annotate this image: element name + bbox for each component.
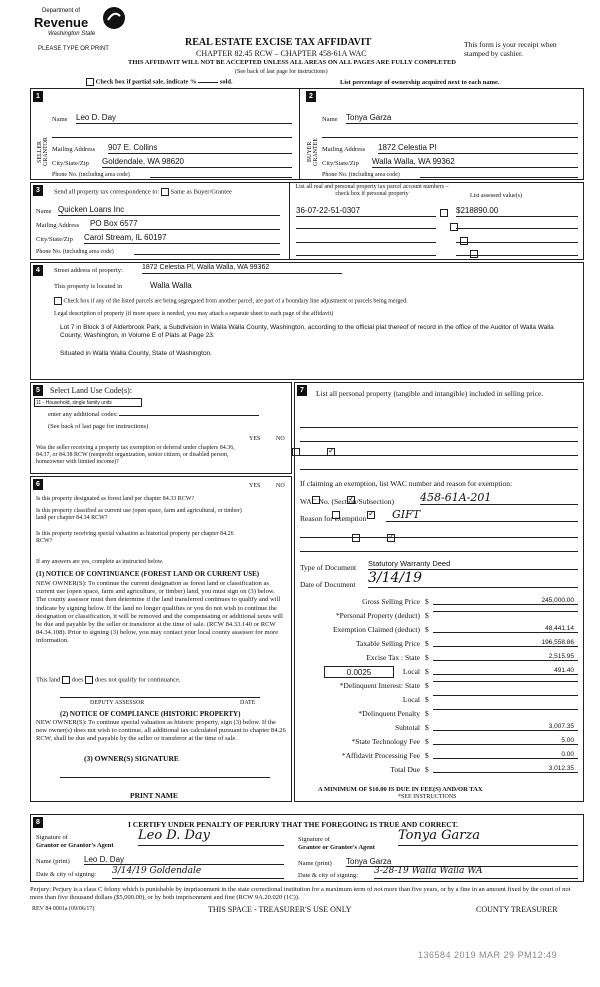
logo-state: Washington State	[48, 31, 96, 37]
seller-name-field[interactable]: Leo D. Day	[76, 113, 292, 124]
notice2-text: NEW OWNER(S): To continue special valuation as historic property, sign (3) below. If the new owner(s) does not wish to continue, all additional tax calculated pursuant to chapter 84.26 RCW, shall be due and payable by the seller or transferor at the time of sale.	[36, 719, 286, 742]
deputy-signature-line[interactable]	[60, 690, 260, 698]
amount-exemption: Exemption Claimed (deduct) $ 48,441.14	[295, 625, 580, 636]
assessed-field-4[interactable]	[456, 248, 578, 256]
see-instructions: *SEE INSTRUCTIONS	[398, 794, 457, 800]
personal-property-field-4[interactable]	[300, 462, 578, 470]
print-name-label: PRINT NAME	[130, 791, 178, 800]
grantor-sig-label: Signature of Grantor or Grantor's Agent	[36, 834, 114, 849]
total-due[interactable]: 3,012.35	[433, 765, 578, 773]
receipt-note: This form is your receipt when stamped by cashier.	[464, 40, 557, 58]
amount-state-tax: Excise Tax : State $ 2,515.95	[295, 653, 580, 664]
section-4	[30, 262, 584, 380]
additional-codes: enter any additional codes:	[48, 411, 259, 418]
seller-mailing-label: Mailing Address	[52, 146, 96, 153]
grantee-name-label: Name (print)	[298, 860, 332, 867]
wac-field[interactable]: 458-61A-201	[420, 491, 578, 505]
delinquent-interest-state[interactable]	[433, 681, 578, 682]
grantee-date-field[interactable]: 3-28-19 Walla Walla WA	[374, 866, 578, 879]
wac-label: WAC No. (Section/Subsection)	[300, 497, 394, 506]
parcel-header: List all real and personal property tax parcel account numbers – check box if personal property	[295, 184, 449, 197]
seller-phone-field[interactable]	[150, 170, 292, 178]
legal-label: Legal description of property (if more space is needed, you may attach a separate sheet to each page of the affidavit)	[54, 311, 334, 317]
amount-total-due: Total Due $ 3,012.35	[295, 765, 580, 776]
partial-sale: Check box if partial sale, indicate % sold.	[86, 78, 233, 86]
form-warning: THIS AFFIDAVIT WILL NOT BE ACCEPTED UNLESS ALL AREAS ON ALL PAGES ARE FULLY COMPLETED	[128, 59, 456, 66]
section6-yes: YES	[249, 483, 261, 489]
corr-phone-field[interactable]	[134, 247, 280, 255]
amount-processing-fee: *Affidavit Processing Fee $ 0.00	[295, 751, 580, 762]
revision-number: REV 84 0001a (09/06/17)	[32, 906, 95, 912]
ownership-note: List percentage of ownership acquired next to each name.	[340, 79, 500, 86]
form-title: REAL ESTATE EXCISE TAX AFFIDAVIT	[185, 37, 372, 48]
grantor-date-field[interactable]: 3/14/19 Goldendale	[112, 866, 284, 879]
amount-delinquent-interest-local: Local $	[295, 695, 580, 706]
section-3-number: 3	[33, 185, 43, 196]
perjury-statement: Perjury: Perjury is a class C felony which is punishable by imprisonment in the state correctional institution for a maximum term of not more than five years, or by a fine in an amount fixed by the court of not more than five thousand dollars ($5,000.00), or by both imprisonment and fine (RCW 9A.20.020 (1C)).	[30, 886, 571, 901]
section5-see-back: (See back of last page for instructions)	[48, 423, 149, 430]
owner-signature-line[interactable]	[60, 770, 270, 778]
doc-date-label: Date of Document	[300, 580, 356, 589]
logo	[30, 4, 130, 46]
assessed-field-2[interactable]	[456, 221, 578, 229]
land-use-select[interactable]: 11 - Household, single family units	[34, 398, 142, 407]
grantee-date-label: Date & city of signing:	[298, 872, 358, 879]
deputy-date-label: DATE	[240, 700, 256, 706]
section-7-number: 7	[297, 385, 307, 396]
grantee-sig-label: Signature of Grantee or Grantee's Agent	[298, 836, 375, 851]
corr-mailing-field[interactable]: PO Box 6577	[90, 219, 280, 230]
section-8-number: 8	[33, 817, 43, 828]
current-use-question: Is this property classified as current use (open space, farm and agricultural, or timber) land per chapter 84.34 RCW?	[36, 508, 242, 521]
additional-codes-field[interactable]	[119, 415, 259, 416]
personal-property-field-1[interactable]	[300, 420, 578, 428]
section-1-number: 1	[33, 91, 43, 102]
corr-city-label: City/State/Zip	[36, 236, 73, 243]
delinquent-interest-local[interactable]	[433, 695, 578, 696]
exemption-intro: If claiming an exemption, list WAC number and reason for exemption:	[300, 479, 513, 488]
logo-dept: Department of	[42, 8, 81, 14]
section5-yes: YES	[249, 436, 261, 442]
amount-gross: Gross Selling Price $ 245,000.00	[295, 597, 580, 608]
notice1-title: (1) NOTICE OF CONTINUANCE (FOREST LAND OR CURRENT USE)	[36, 570, 260, 578]
segregated-row: Check box if any of the listed parcels are being segregated from another parcel, are part of a boundary line adjustment or parcels being merged.	[54, 297, 408, 305]
seller-vlabel: SELLER GRANTOR	[37, 137, 49, 167]
excise-tax-state[interactable]: 2,515.95	[433, 653, 578, 661]
buyer-mailing-label: Mailing Address	[322, 146, 366, 153]
buyer-phone-label: Phone No. (including area code)	[322, 172, 400, 178]
section-2-number: 2	[306, 91, 316, 102]
amount-taxable: Taxable Selling Price $ 196,558.86	[295, 639, 580, 650]
logo-mark-icon	[102, 6, 126, 30]
assessed-header: List assessed value(s)	[470, 193, 522, 199]
located-label: This property is located in	[54, 283, 123, 290]
same-as-buyer-checkbox[interactable]	[161, 188, 169, 196]
grantor-name-field[interactable]: Leo D. Day	[84, 855, 284, 865]
parcel-field-4[interactable]	[296, 248, 436, 256]
reason-field-2[interactable]	[300, 530, 578, 538]
corr-name-label: Name	[36, 208, 52, 215]
doc-type-field[interactable]: Statutory Warranty Deed	[368, 559, 578, 570]
buyer-phone-field[interactable]	[420, 170, 578, 178]
seller-city-field[interactable]: Goldendale, WA 98620	[102, 157, 292, 168]
personal-property-field-3[interactable]	[300, 448, 578, 456]
logo-revenue: Revenue	[34, 15, 89, 30]
seller-mailing-field[interactable]: 907 E. Collins	[108, 143, 292, 154]
street-label: Street address of property:	[54, 267, 123, 274]
legal-description-1: Lot 7 in Block 3 of Alderbrook Park, a Subdivision in Walla Walla County, Washington, according to the official plat thereof of record in the office of the Auditor of Walla Walla County, Washington, in Volume E of Plats at Page 23.	[60, 324, 554, 339]
buyer-city-label: City/State/Zip	[322, 160, 359, 167]
excise-tax-local[interactable]: 491.40	[433, 667, 578, 675]
grantor-date-label: Date & city of signing:	[36, 871, 96, 878]
street-field[interactable]: 1872 Celestia Pl, Walla Walla, WA 99362	[142, 264, 342, 274]
section-4-number: 4	[33, 265, 43, 276]
section5-no: NO	[276, 436, 285, 442]
amount-tech-fee: *State Technology Fee $ 5.00	[295, 737, 580, 748]
buyer-city-field[interactable]: Walla Walla, WA 99362	[372, 157, 578, 168]
corr-name-field[interactable]: Quicken Loans Inc	[58, 205, 280, 216]
corr-phone-label: Phone No. (including area code)	[36, 249, 114, 255]
county-treasurer: COUNTY TREASURER	[476, 905, 558, 914]
amount-local-tax: Local $ 491.40	[295, 667, 580, 678]
land-use-title: Select Land Use Code(s):	[50, 386, 132, 395]
grantee-name-field[interactable]: Tonya Garza	[346, 857, 578, 867]
buyer-name-label: Name	[322, 116, 338, 123]
segregated-checkbox[interactable]	[54, 297, 62, 305]
legal-description-2: Situated in Walla Walla County, State of Washington.	[60, 350, 212, 357]
exemption-claimed[interactable]: 48,441.14	[433, 625, 578, 633]
taxable-selling-price[interactable]: 196,558.86	[433, 639, 578, 647]
buyer-mailing-field[interactable]: 1872 Celestia Pl	[378, 143, 578, 154]
amount-personal: *Personal Property (deduct) $	[295, 611, 580, 622]
see-back-note: (See back of last page for instructions)	[235, 69, 328, 75]
gross-selling-price[interactable]: 245,000.00	[433, 597, 578, 605]
grantor-signature-field[interactable]: Leo D. Day	[138, 828, 284, 846]
answer-instructions: If any answers are yes, complete as instructed below.	[36, 559, 164, 565]
recording-stamp: 136584 2019 MAR 29 PM12:49	[418, 950, 558, 960]
section6-no: NO	[276, 483, 285, 489]
send-correspondence: Send all property tax correspondence to: Same as Buyer/Grantee	[54, 188, 232, 196]
certify-statement: I CERTIFY UNDER PENALTY OF PERJURY THAT THE FOREGOING IS TRUE AND CORRECT.	[128, 820, 459, 829]
personal-property-checkbox-1[interactable]	[440, 209, 448, 217]
personal-property-deduct[interactable]	[433, 611, 578, 612]
corr-city-field[interactable]: Carol Stream, IL 60197	[84, 233, 280, 244]
parcel-field-2[interactable]	[296, 221, 436, 229]
reason-label: Reason for exemption	[300, 514, 367, 523]
reason-field[interactable]: GIFT	[386, 508, 578, 522]
seller-name-label: Name	[52, 116, 68, 123]
forest-question: Is this property designated as forest land per chapter 84.33 RCW?	[36, 496, 195, 502]
deputy-assessor-label: DEPUTY ASSESSOR	[90, 700, 145, 706]
doc-type-label: Type of Document	[300, 563, 357, 572]
continuance-row: This land does does not qualify for continuance.	[36, 676, 181, 684]
historic-question: Is this property receiving special valuation as historical property per chapter 84.26 RCW?	[36, 531, 234, 544]
local-rate-box[interactable]: 0.0025	[324, 666, 394, 678]
partial-sale-checkbox[interactable]	[86, 78, 94, 86]
seller-phone-label: Phone No. (including area code)	[52, 172, 130, 178]
state-technology-fee[interactable]: 5.00	[433, 737, 578, 745]
buyer-vlabel: BUYER GRANTEE	[307, 138, 319, 166]
amount-delinquent-interest-state: *Delinquent Interest: State $	[295, 681, 580, 692]
notice2-title: (2) NOTICE OF COMPLIANCE (HISTORIC PROPERTY)	[60, 710, 241, 718]
reason-field-3[interactable]	[300, 544, 578, 552]
grantor-name-label: Name (print)	[36, 858, 70, 865]
amount-subtotal: Subtotal $ 3,007.35	[295, 723, 580, 734]
amount-delinquent-penalty: *Delinquent Penalty $	[295, 709, 580, 720]
please-type: PLEASE TYPE OR PRINT	[38, 46, 109, 52]
grantee-signature-field[interactable]: Tonya Garza	[398, 828, 578, 846]
assessed-field-3[interactable]	[456, 235, 578, 243]
personal-property-title: List all personal property (tangible and intangible) included in selling price.	[316, 389, 544, 398]
personal-property-field-2[interactable]	[300, 434, 578, 442]
subtotal[interactable]: 3,007.35	[433, 723, 578, 731]
section-6-number: 6	[33, 479, 43, 490]
does-not-checkbox[interactable]	[85, 676, 93, 684]
form-subtitle: CHAPTER 82.45 RCW – CHAPTER 458-61A WAC	[196, 49, 367, 58]
parcel-field-3[interactable]	[296, 235, 436, 243]
exemption-question: Was the seller receiving a property tax exemption or deferral under chapters 84.36, 84.37, or 84.38 RCW (nonprofit organization, senior citizen, or disabled person, homeowner with limited income)?	[36, 445, 235, 465]
corr-mailing-label: Mailing Address	[36, 222, 80, 229]
minimum-note: A MINIMUM OF $10.00 IS DUE IN FEE(S) AND/OR TAX	[318, 786, 483, 793]
buyer-name-field[interactable]: Tonya Garza	[346, 113, 578, 124]
delinquent-penalty[interactable]	[433, 709, 578, 710]
assessed-field-1[interactable]: $218890.00	[456, 206, 578, 217]
does-checkbox[interactable]	[62, 676, 70, 684]
doc-date-field[interactable]: 3/14/19	[368, 570, 578, 588]
parcel-field-1[interactable]: 36-07-22-51-0307	[296, 206, 436, 217]
treasurer-use: THIS SPACE - TREASURER'S USE ONLY	[208, 905, 352, 914]
affidavit-processing-fee[interactable]: 0.00	[433, 751, 578, 759]
notice1-text: NEW OWNER(S): To continue the current designation as forest land or classification as current use (open space, farm and agriculture, or timber) land, you must sign on (3) below. The county assessor must then determine if the land transferred continues to qualify and will indicate by signing below. If the land no longer qualifies or you do not wish to continue the designation or classification, it will be removed and the compensating or additional taxes will be due and payable by the seller or transferor at the time of sale. (RCW 84.33.140 or RCW 84.34.108). Prior to signing (3) below, you may contact your local county assessor for more information.	[36, 580, 283, 645]
section-5-number: 5	[33, 385, 43, 396]
located-value: Walla Walla	[150, 281, 192, 290]
seller-city-label: City/State/Zip	[52, 160, 89, 167]
owner-signature-title: (3) OWNER(S) SIGNATURE	[84, 754, 179, 763]
